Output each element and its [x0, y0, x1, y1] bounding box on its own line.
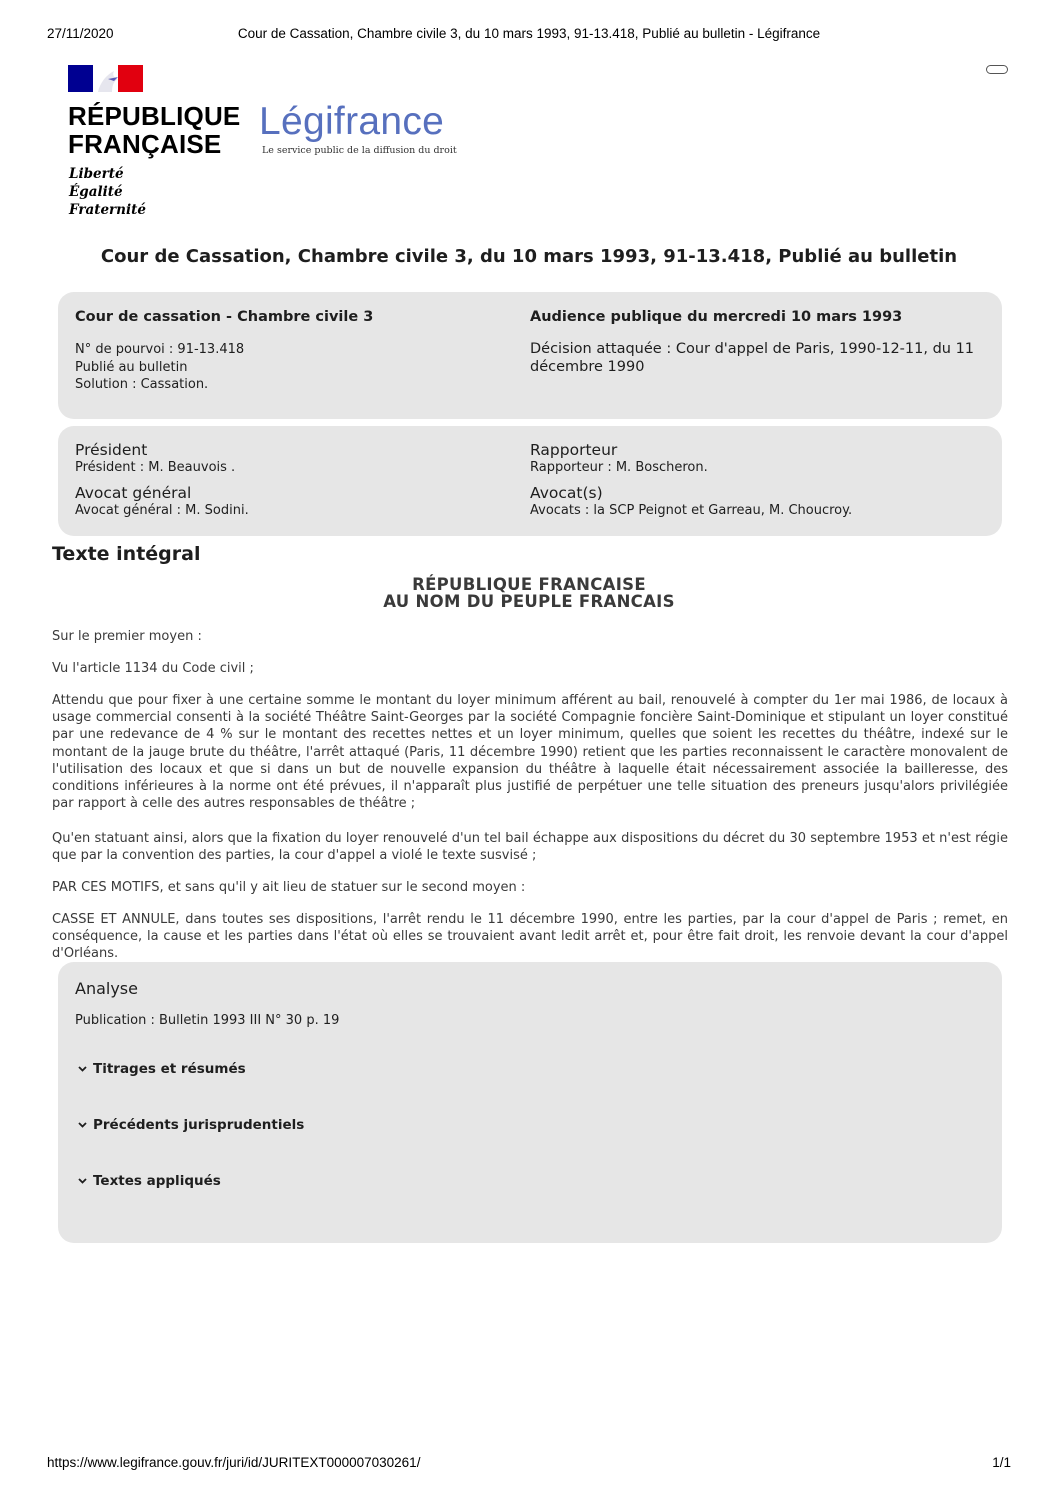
print-footer: [47, 1455, 1011, 1471]
audience-date: Audience publique du mercredi 10 mars 1993: [530, 309, 903, 325]
paragraph-4: Qu'en statuant ainsi, alors que la fixation du loyer renouvelé d'un tel bail échappe aux dispositions du décret du 30 septembre 1953 et n'est régie que par la convention des parties, la cour d'appel a violé le texte susvisé ;: [52, 831, 1008, 864]
rf-line-2: AU NOM DU PEUPLE FRANCAIS: [383, 592, 675, 611]
paragraph-6: CASSE ET ANNULE, dans toutes ses dispositions, l'arrêt rendu le 11 décembre 1990, entre les parties, par la cour d'appel de Paris ; remet, en conséquence, la cause et les parties dans l'état où elles se trouvaient avant ledit arrêt et, pour être fait droit, les renvoie devant la cour d'appel d'Orléans.: [52, 912, 1008, 962]
avocats-value: Avocats : la SCP Peignot et Garreau, M. Choucroy.: [530, 502, 853, 518]
legifrance-tagline: Le service public de la diffusion du droit: [262, 145, 457, 156]
analyse-heading: Analyse: [75, 979, 138, 998]
pourvoi-number: N° de pourvoi : 91-13.418: [75, 342, 245, 357]
accordion-precedents[interactable]: [78, 1117, 304, 1133]
parties-right: [530, 441, 982, 519]
marianne-flag-icon: [68, 65, 143, 92]
court-name: Cour de cassation - Chambre civile 3: [75, 309, 374, 325]
accordion-textes[interactable]: [78, 1173, 221, 1189]
paragraph-5: PAR CES MOTIFS, et sans qu'il y ait lieu de statuer sur le second moyen :: [52, 880, 526, 895]
republique-line-2: FRANÇAISE: [68, 129, 222, 159]
accordion-label: Précédents jurisprudentiels: [93, 1117, 305, 1133]
paragraph-1: Sur le premier moyen :: [52, 629, 202, 644]
decision-attaquee: Décision attaquée : Cour d'appel de Paris, 1990-12-11, du 11 décembre 1990: [530, 341, 975, 375]
publication-status: Publié au bulletin: [75, 359, 188, 375]
chevron-down-icon: [78, 1178, 87, 1184]
summary-right: [530, 309, 982, 376]
motto-fraternite: Fraternité: [69, 202, 146, 218]
motto-egalite: Égalité: [69, 184, 123, 200]
parties-left: [75, 441, 249, 519]
motto: [69, 165, 146, 219]
toggle-button[interactable]: [986, 65, 1008, 74]
print-url: https://www.legifrance.gouv.fr/juri/id/JURITEXT000007030261/: [47, 1455, 421, 1470]
page-title: Cour de Cassation, Chambre civile 3, du 10 mars 1993, 91-13.418, Publié au bulletin: [100, 246, 958, 267]
print-page-number: 1/1: [992, 1455, 1011, 1470]
motto-liberte: Liberté: [69, 166, 124, 182]
paragraph-3: Attendu que pour fixer à une certaine somme le montant du loyer minimum afférent au bail, renouvelé à compter du 1er mai 1986, de locaux à usage commercial consenti à la société Théâtre Saint-Georges par la société Compagnie foncière Saint-Dominique et stipulant un loyer constitué par une redevance de 4 % sur le montant des recettes nettes et un loyer minimum, quelles que soient les recettes du théâtre, indexé sur le montant de la jauge brute du théâtre, l'arrêt attaqué (Paris, 11 décembre 1990) retient que les parties reconnaissent le caractère monovalent de l'utilisation des locaux et que si dans un but de nouvelle expansion du théâtre à laquelle était nécessairement associée la bailleresse, des conditions inférieures à la norme ont été prévues, il n'apparaît plus justifié de perpétuer une telle situation des preneurs jusqu'alors privilégiée par rapport à celle des autres responsables de théâtre ;: [52, 693, 1008, 812]
accordion-label: Textes appliqués: [93, 1173, 221, 1189]
analyse-card: [58, 962, 1002, 1243]
accordion-titrages[interactable]: [78, 1061, 246, 1077]
avocats-label: Avocat(s): [530, 483, 603, 502]
print-header: [47, 26, 1011, 42]
analyse-publication: Publication : Bulletin 1993 III N° 30 p. 19: [75, 1013, 340, 1028]
accordion-label: Titrages et résumés: [93, 1061, 246, 1077]
parties-card: [58, 426, 1002, 536]
rapporteur-label: Rapporteur: [530, 441, 618, 459]
texte-integral-heading: Texte intégral: [52, 543, 201, 565]
print-date: 27/11/2020: [47, 26, 114, 41]
paragraph-2: Vu l'article 1134 du Code civil ;: [52, 661, 254, 676]
avocat-general-label: Avocat général: [75, 483, 192, 502]
president-value: Président : M. Beauvois .: [75, 460, 236, 475]
republique-line-1: RÉPUBLIQUE: [68, 101, 241, 131]
solution: Solution : Cassation.: [75, 377, 209, 392]
print-page-title: Cour de Cassation, Chambre civile 3, du 10 mars 1993, 91-13.418, Publié au bulletin - Légifrance: [237, 26, 821, 41]
legifrance-brand: Légifrance: [259, 100, 445, 143]
summary-left: [75, 309, 373, 394]
legifrance-logo[interactable]: [259, 100, 457, 156]
republique-francaise-logo: [68, 65, 248, 225]
chevron-down-icon: [78, 1122, 87, 1128]
republique-heading: [0, 576, 1058, 610]
rf-line-1: RÉPUBLIQUE FRANCAISE: [412, 575, 646, 594]
republique-francaise-wordmark: [68, 102, 240, 158]
chevron-down-icon: [78, 1066, 87, 1072]
avocat-general-value: Avocat général : M. Sodini.: [75, 502, 249, 518]
rapporteur-value: Rapporteur : M. Boscheron.: [530, 460, 708, 475]
decision-summary-card: [58, 292, 1002, 419]
president-label: Président: [75, 441, 148, 459]
